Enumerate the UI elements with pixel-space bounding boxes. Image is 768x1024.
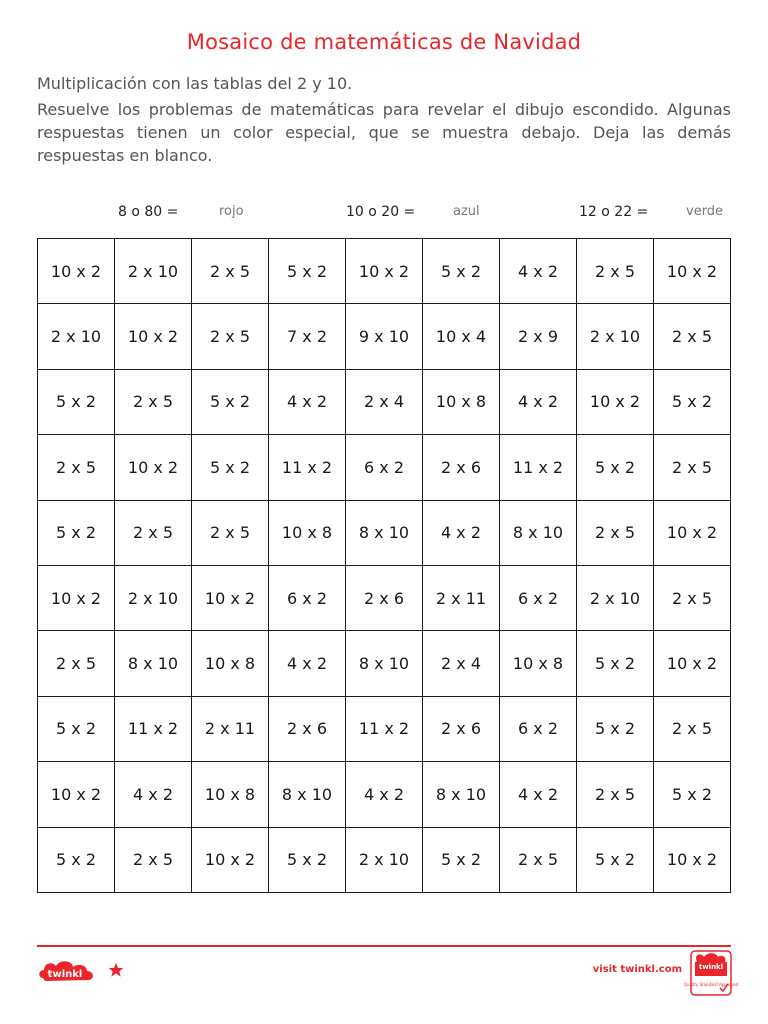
grid-cell: 5 x 2 (654, 762, 731, 827)
grid-cell: 2 x 5 (115, 827, 192, 892)
grid-cell: 8 x 10 (346, 500, 423, 565)
grid-cell: 2 x 5 (654, 696, 731, 761)
visit-link[interactable]: visit twinkl.com (592, 964, 682, 975)
grid-cell: 2 x 10 (346, 827, 423, 892)
quality-badge (683, 950, 739, 996)
grid-cell: 5 x 2 (577, 631, 654, 696)
grid-cell: 2 x 6 (423, 696, 500, 761)
grid-cell: 4 x 2 (115, 762, 192, 827)
grid-cell: 5 x 2 (577, 827, 654, 892)
grid-cell: 8 x 10 (346, 631, 423, 696)
grid-cell: 10 x 2 (654, 500, 731, 565)
grid-cell: 10 x 2 (577, 369, 654, 434)
grid-cell: 4 x 2 (500, 239, 577, 304)
grid-cell: 5 x 2 (577, 696, 654, 761)
grid-cell: 10 x 2 (654, 239, 731, 304)
legend-values-blue: 10 o 20 = (346, 204, 416, 220)
grid-cell: 2 x 5 (115, 369, 192, 434)
grid-cell: 8 x 10 (115, 631, 192, 696)
grid-cell: 2 x 5 (577, 762, 654, 827)
grid-cell: 2 x 10 (115, 239, 192, 304)
grid-cell: 2 x 6 (423, 435, 500, 500)
grid-cell: 2 x 9 (500, 304, 577, 369)
grid-cell: 10 x 2 (654, 631, 731, 696)
mosaic-grid (37, 238, 731, 893)
grid-cell: 10 x 2 (346, 239, 423, 304)
grid-cell: 10 x 4 (423, 304, 500, 369)
grid-row (38, 696, 731, 761)
grid-cell: 4 x 2 (346, 762, 423, 827)
badge-label: twinkl (698, 963, 724, 971)
grid-cell: 10 x 2 (115, 435, 192, 500)
grid-cell: 2 x 10 (38, 304, 115, 369)
instructions: Resuelve los problemas de matemáticas para revelar el dibujo escondido. Algunas respuestas tienen un color especial, que se muestra debajo. Deja las demás respuestas en blanco. (37, 100, 731, 165)
grid-cell: 8 x 10 (269, 762, 346, 827)
grid-cell: 2 x 5 (577, 500, 654, 565)
legend-values-red: 8 o 80 = (118, 204, 179, 220)
legend-color-blue: azul (453, 204, 480, 219)
page-title: Mosaico de matemáticas de Navidad (186, 30, 582, 54)
grid-cell: 5 x 2 (192, 369, 269, 434)
grid-cell: 11 x 2 (346, 696, 423, 761)
twinkl-logo[interactable] (37, 956, 97, 986)
grid-cell: 6 x 2 (500, 696, 577, 761)
grid-cell: 10 x 2 (38, 239, 115, 304)
grid-cell: 5 x 2 (269, 827, 346, 892)
grid-row (38, 304, 731, 369)
grid-cell: 2 x 11 (423, 565, 500, 630)
grid-cell: 5 x 2 (38, 500, 115, 565)
grid-row (38, 500, 731, 565)
grid-cell: 5 x 2 (423, 239, 500, 304)
grid-cell: 8 x 10 (500, 500, 577, 565)
grid-cell: 5 x 2 (38, 827, 115, 892)
grid-cell: 10 x 2 (192, 827, 269, 892)
grid-cell: 2 x 4 (346, 369, 423, 434)
grid-cell: 11 x 2 (115, 696, 192, 761)
grid-cell: 2 x 4 (423, 631, 500, 696)
grid-cell: 10 x 8 (423, 369, 500, 434)
grid-cell: 10 x 2 (115, 304, 192, 369)
grid-cell: 2 x 10 (577, 565, 654, 630)
grid-cell: 2 x 5 (654, 304, 731, 369)
grid-cell: 8 x 10 (423, 762, 500, 827)
grid-cell: 4 x 2 (269, 631, 346, 696)
grid-cell: 2 x 5 (654, 435, 731, 500)
grid-cell: 2 x 10 (115, 565, 192, 630)
grid-cell: 11 x 2 (500, 435, 577, 500)
legend-values-green: 12 o 22 = (579, 204, 649, 220)
grid-cell: 4 x 2 (423, 500, 500, 565)
grid-cell: 9 x 10 (346, 304, 423, 369)
legend-color-red: rojo (219, 204, 244, 219)
grid-cell: 2 x 5 (192, 500, 269, 565)
grid-cell: 2 x 5 (38, 435, 115, 500)
grid-row (38, 827, 731, 892)
grid-cell: 10 x 8 (192, 762, 269, 827)
grid-cell: 10 x 2 (38, 565, 115, 630)
grid-cell: 2 x 5 (192, 239, 269, 304)
grid-row (38, 631, 731, 696)
grid-cell: 5 x 2 (577, 435, 654, 500)
grid-cell: 2 x 10 (577, 304, 654, 369)
grid-cell: 2 x 5 (654, 565, 731, 630)
grid-cell: 4 x 2 (500, 762, 577, 827)
grid-row (38, 762, 731, 827)
grid-cell: 2 x 5 (500, 827, 577, 892)
grid-cell: 10 x 8 (192, 631, 269, 696)
grid-cell: 6 x 2 (500, 565, 577, 630)
grid-cell: 2 x 11 (192, 696, 269, 761)
grid-cell: 10 x 2 (654, 827, 731, 892)
logo-text: twinkl (47, 969, 83, 980)
grid-row (38, 435, 731, 500)
footer-divider (37, 945, 731, 947)
grid-cell: 2 x 6 (346, 565, 423, 630)
grid-cell: 10 x 8 (500, 631, 577, 696)
grid-cell: 2 x 5 (577, 239, 654, 304)
grid-cell: 7 x 2 (269, 304, 346, 369)
grid-cell: 5 x 2 (38, 369, 115, 434)
subtitle: Multiplicación con las tablas del 2 y 10. (37, 74, 353, 93)
badge-caption: Quality Standard Approved (683, 982, 739, 987)
grid-cell: 2 x 5 (38, 631, 115, 696)
grid-cell: 6 x 2 (346, 435, 423, 500)
grid-cell: 5 x 2 (38, 696, 115, 761)
legend-color-green: verde (686, 204, 724, 219)
grid-cell: 10 x 2 (38, 762, 115, 827)
grid-cell: 5 x 2 (423, 827, 500, 892)
grid-cell: 5 x 2 (192, 435, 269, 500)
grid-cell: 5 x 2 (654, 369, 731, 434)
grid-cell: 10 x 2 (192, 565, 269, 630)
grid-row (38, 239, 731, 304)
grid-cell: 4 x 2 (269, 369, 346, 434)
grid-cell: 4 x 2 (500, 369, 577, 434)
star-icon (108, 962, 124, 978)
grid-cell: 2 x 6 (269, 696, 346, 761)
mosaic-grid-body (38, 239, 731, 893)
grid-cell: 5 x 2 (269, 239, 346, 304)
grid-row (38, 369, 731, 434)
grid-cell: 11 x 2 (269, 435, 346, 500)
grid-cell: 6 x 2 (269, 565, 346, 630)
grid-cell: 2 x 5 (115, 500, 192, 565)
grid-row (38, 565, 731, 630)
grid-cell: 2 x 5 (192, 304, 269, 369)
color-legend (0, 204, 768, 224)
grid-cell: 10 x 8 (269, 500, 346, 565)
